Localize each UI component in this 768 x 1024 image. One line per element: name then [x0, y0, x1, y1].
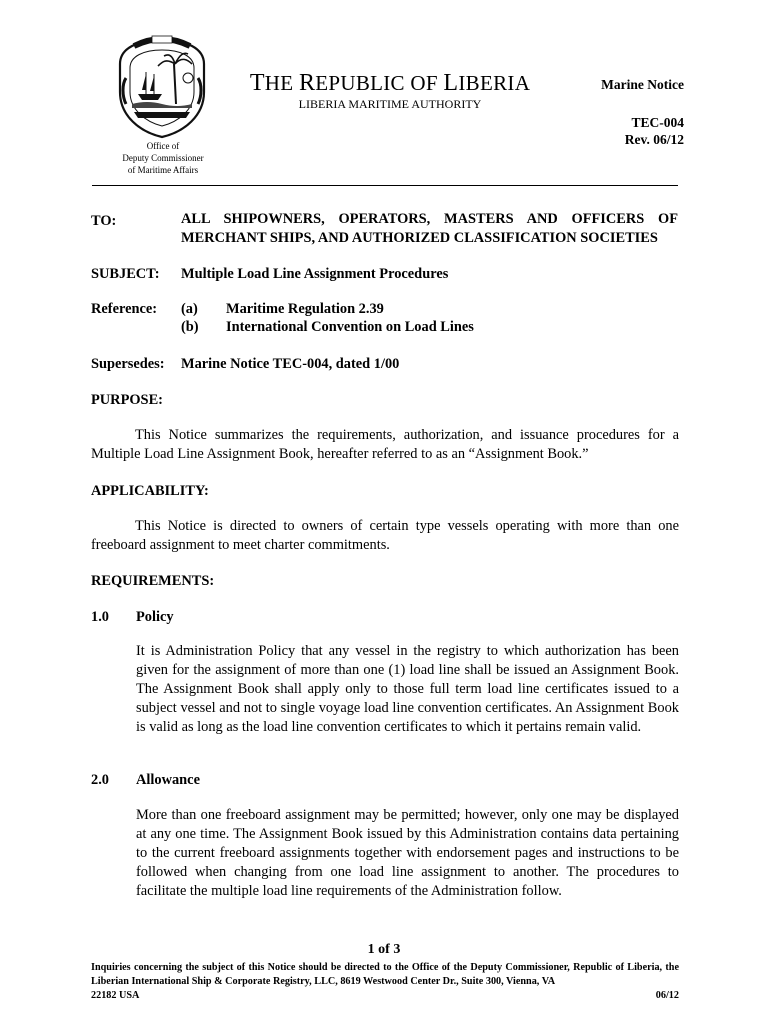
applicability-heading: APPLICABILITY: — [91, 483, 209, 499]
policy-paragraph: It is Administration Policy that any vessel in the registry to which authorization has been given for the assignment of more than one (1) load line shall be issued an Assignment Book. The Assignment Book shall apply only to those full term load line certificates issued to a subject vessel and not to single voyage load line convention certificates. An Assignment Book is valid as long as the load line convention certificates to which it pertains remain valid. — [136, 643, 679, 735]
subject-text: Multiple Load Line Assignment Procedures — [181, 266, 449, 282]
allowance-paragraph: More than one freeboard assignment may be permitted; however, only one may be displayed at any one time. The Assignment Book issued by this Administration contains data pertaining to the current freeboard assignments together with endorsement pages and instructions to be followed when changing from one load line assignment to another. The procedures to facilitate the multiple load line requirements of the Administration follow. — [136, 807, 679, 899]
supersedes-label: Supersedes: — [91, 356, 165, 372]
liberia-seal — [112, 34, 212, 140]
footer-address-line — [91, 989, 679, 1003]
reference-text: Maritime Regulation 2.39 — [226, 301, 384, 317]
purpose-heading: PURPOSE: — [91, 392, 163, 408]
republic-title: THE REPUBLIC OF LIBERIA — [249, 70, 531, 96]
reference-text: International Convention on Load Lines — [226, 319, 474, 335]
notice-code: TEC-004 — [631, 115, 684, 130]
page-number: 1 of 3 — [367, 942, 401, 957]
office-line: Deputy Commissioner — [122, 153, 204, 163]
section-title-allowance: Allowance — [136, 772, 200, 788]
section-number: 1.0 — [91, 609, 109, 625]
section-title-policy: Policy — [136, 609, 174, 625]
section-number: 2.0 — [91, 772, 109, 788]
office-of-deputy-commissioner — [108, 140, 218, 176]
header-divider — [92, 185, 678, 186]
supersedes-text: Marine Notice TEC-004, dated 1/00 — [181, 356, 400, 372]
reference-key: (b) — [181, 319, 199, 335]
purpose-paragraph: This Notice summarizes the requirements, authorization, and issuance procedures for a Multiple Load Line Assignment Book, hereafter referred to as an “Assignment Book.” — [91, 427, 679, 462]
subject-label: SUBJECT: — [91, 266, 160, 282]
notice-revision: Rev. 06/12 — [624, 132, 684, 147]
office-line: Office of — [146, 141, 180, 151]
office-line: of Maritime Affairs — [127, 165, 199, 175]
reference-label: Reference: — [91, 301, 158, 317]
notice-type-label: Marine Notice — [601, 77, 684, 92]
authority-name: LIBERIA MARITIME AUTHORITY — [298, 97, 482, 111]
to-recipients: ALL SHIPOWNERS, OPERATORS, MASTERS AND OFFICERS OF MERCHANT SHIPS, AND AUTHORIZED CLASSIFICATION SOCIETIES — [181, 211, 678, 246]
reference-key: (a) — [181, 301, 198, 317]
footer-postal: 22182 USA — [91, 990, 140, 1001]
requirements-heading: REQUIREMENTS: — [91, 573, 215, 589]
to-label: TO: — [91, 213, 117, 229]
footer-date-code: 06/12 — [655, 990, 679, 1001]
footer-inquiries: Inquiries concerning the subject of this Notice should be directed to the Office of the Deputy Commissioner, Republic of Liberia, the Liberian International Ship & Corporate Registry, LLC, 8619 Westwood Center Dr., Suite 300, Vienna, VA — [91, 962, 679, 987]
applicability-paragraph: This Notice is directed to owners of certain type vessels operating with more than one freeboard assignment to meet charter commitments. — [91, 518, 679, 553]
